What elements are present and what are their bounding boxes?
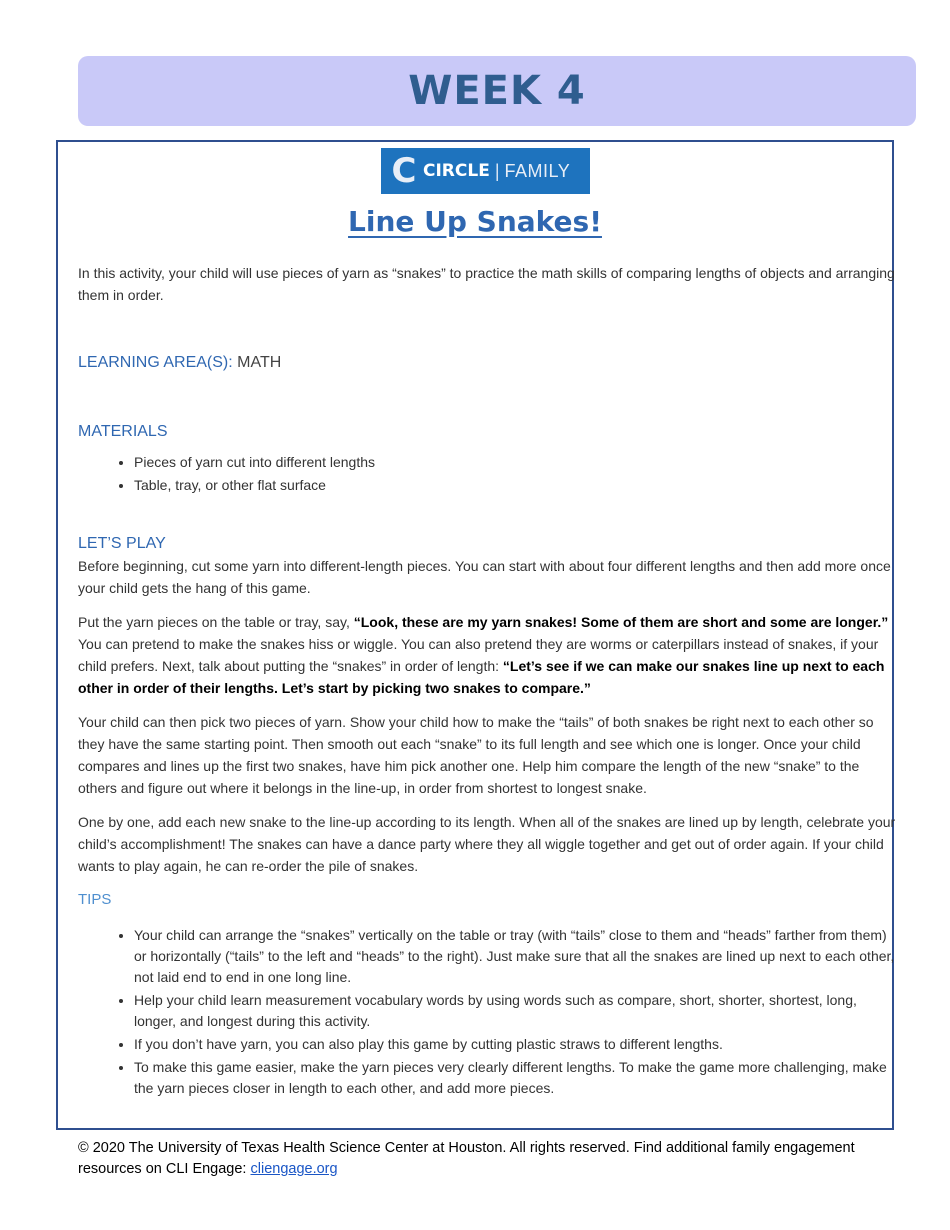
materials-heading: MATERIALS: [78, 423, 168, 440]
circle-logo-icon: C: [391, 151, 417, 191]
p2-quote-1: “Look, these are my yarn snakes! Some of them are short and some are longer.”: [353, 614, 889, 630]
list-item: • Your child can arrange the “snakes” vertically on the table or tray (with “tails” close to them and “heads” farther from them) or horizontally (“tails” to the left and “heads” to the right). Just make sure that all the snakes are lined up next to each other, not laid end to end in one long line.: [134, 925, 896, 988]
tips-list: [78, 925, 896, 1099]
p2-text-a: Put the yarn pieces on the table or tray, say,: [78, 614, 354, 630]
list-item: • Pieces of yarn cut into different lengths: [134, 451, 896, 474]
cliengage-link[interactable]: cliengage.org: [250, 1161, 338, 1177]
list-item: • To make this game easier, make the yarn pieces very clearly different lengths. To make the game more challenging, make the yarn pieces closer in length to each other, and add more pieces.: [134, 1057, 896, 1099]
week-title: WEEK 4: [408, 68, 586, 114]
tips-heading: TIPS: [78, 891, 112, 908]
learning-area-value: MATH: [237, 354, 282, 371]
lets-play-paragraph-3: Your child can then pick two pieces of yarn. Show your child how to make the “tails” of both snakes be right next to each other so they have the same starting point. Then smooth out each “snake” to its full length and see which one is longer. Once your child compares and lines up the first two snakes, have him pick another one. Help him compare the length of the new “snake” to the others and figure out where it belongs in the line-up, in order from shortest to longest snake.: [78, 714, 874, 796]
lets-play-heading: LET’S PLAY: [78, 535, 166, 552]
materials-list: [78, 451, 896, 497]
activity-content: [78, 262, 896, 1101]
p2-quote-2: “Let’s see if we can make our snakes line up next to each other in order of their lengths. Let’s start by picking two snakes to compare.”: [78, 658, 885, 696]
logo-brand: CIRCLE: [423, 161, 490, 181]
logo-sub: FAMILY: [504, 160, 571, 181]
learning-area-label: LEARNING AREA(S):: [78, 354, 233, 371]
footer-text: © 2020 The University of Texas Health Science Center at Houston. All rights reserved. Find additional family engagement resources on CLI Engage:: [78, 1140, 855, 1177]
footer: [78, 1138, 878, 1180]
activity-title: Line Up Snakes!: [348, 205, 602, 238]
p2-text-b: You can pretend to make the snakes hiss or wiggle. You can also pretend they are worms or caterpillars instead of snakes, if your child prefers. Next, talk about putting the “snakes” in order of length:: [78, 636, 879, 674]
list-item: • Help your child learn measurement vocabulary words by using words such as compare, short, shorter, shortest, long, longer, and longest during this activity.: [134, 990, 896, 1032]
lets-play-paragraph-4: One by one, add each new snake to the line-up according to its length. When all of the snakes are lined up by length, celebrate your child’s accomplishment! The snakes can have a dance party where they all wiggle together and get out of order again. If your child wants to play again, he can re-order the pile of snakes.: [78, 814, 896, 874]
lets-play-paragraph-1: Before beginning, cut some yarn into different-length pieces. You can start with about four different lengths and then add more once your child gets the hang of this game.: [78, 558, 891, 596]
list-item: • If you don’t have yarn, you can also play this game by cutting plastic straws to different lengths.: [134, 1034, 896, 1055]
intro-paragraph: In this activity, your child will use pieces of yarn as “snakes” to practice the math skills of comparing lengths of objects and arranging them in order.: [78, 265, 895, 303]
learning-area-heading: [78, 352, 896, 374]
week-banner: [78, 56, 916, 126]
logo-separator: |: [494, 160, 500, 181]
lets-play-paragraph-2: [78, 611, 896, 699]
circle-family-logo: [381, 148, 590, 194]
list-item: • Table, tray, or other flat surface: [134, 474, 896, 497]
